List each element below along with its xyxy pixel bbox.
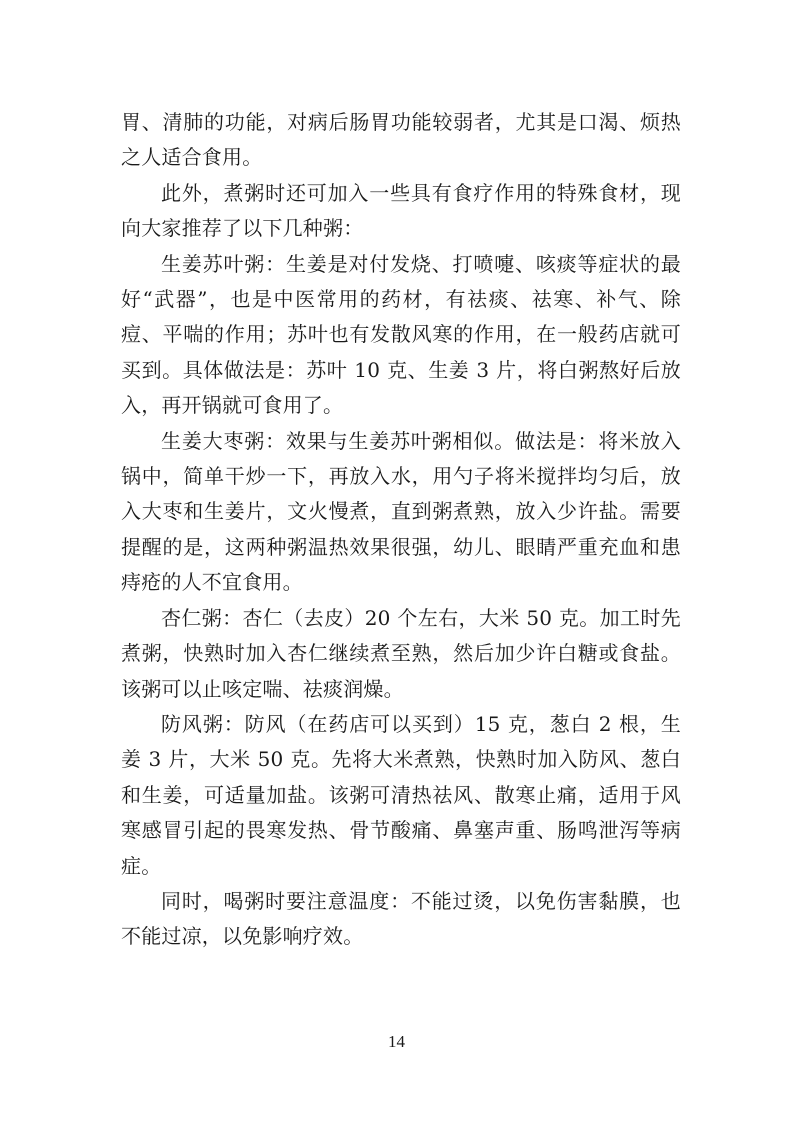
paragraph-ginger-perilla-porridge: 生姜苏叶粥：生姜是对付发烧、打喷嚏、咳痰等症状的最好“武器”，也是中医常用的药材，有祛痰、祛寒、补气、除痘、平喘的作用；苏叶也有发散风寒的作用，在一般药店就可买到。具体做法是：苏叶 10 克、生姜 3 片，将白粥熬好后放入，再开锅就可食用了。 xyxy=(121,251,681,418)
body-text xyxy=(121,105,681,955)
page-number: 14 xyxy=(388,1032,405,1051)
paragraph-ginger-jujube-porridge: 生姜大枣粥：效果与生姜苏叶粥相似。做法是：将米放入锅中，简单干炒一下，再放入水，用勺子将米搅拌均匀后，放入大枣和生姜片，文火慢煮，直到粥煮熟，放入少许盐。需要提醒的是，这两种粥温热效果很强，幼儿、眼睛严重充血和患痔疮的人不宜食用。 xyxy=(121,428,681,595)
paragraph-fangfeng-porridge: 防风粥：防风（在药店可以买到）15 克，葱白 2 根，生姜 3 片，大米 50 克。先将大米煮熟，快熟时加入防风、葱白和生姜，可适量加盐。该粥可清热祛风、散寒止痛，适用于风寒感冒引起的畏寒发热、骨节酸痛、鼻塞声重、肠鸣泄泻等病症。 xyxy=(121,711,681,878)
paragraph-temperature-note: 同时，喝粥时要注意温度：不能过烫，以免伤害黏膜，也不能过凉，以免影响疗效。 xyxy=(121,888,681,949)
paragraph-almond-porridge: 杏仁粥：杏仁（去皮）20 个左右，大米 50 克。加工时先煮粥，快熟时加入杏仁继续煮至熟，然后加少许白糖或食盐。该粥可以止咳定喘、祛痰润燥。 xyxy=(121,605,681,701)
paragraph-intro: 此外，煮粥时还可加入一些具有食疗作用的特殊食材，现向大家推荐了以下几种粥： xyxy=(121,180,681,241)
paragraph-continuation: 胃、清肺的功能，对病后肠胃功能较弱者，尤其是口渴、烦热之人适合食用。 xyxy=(121,110,681,170)
